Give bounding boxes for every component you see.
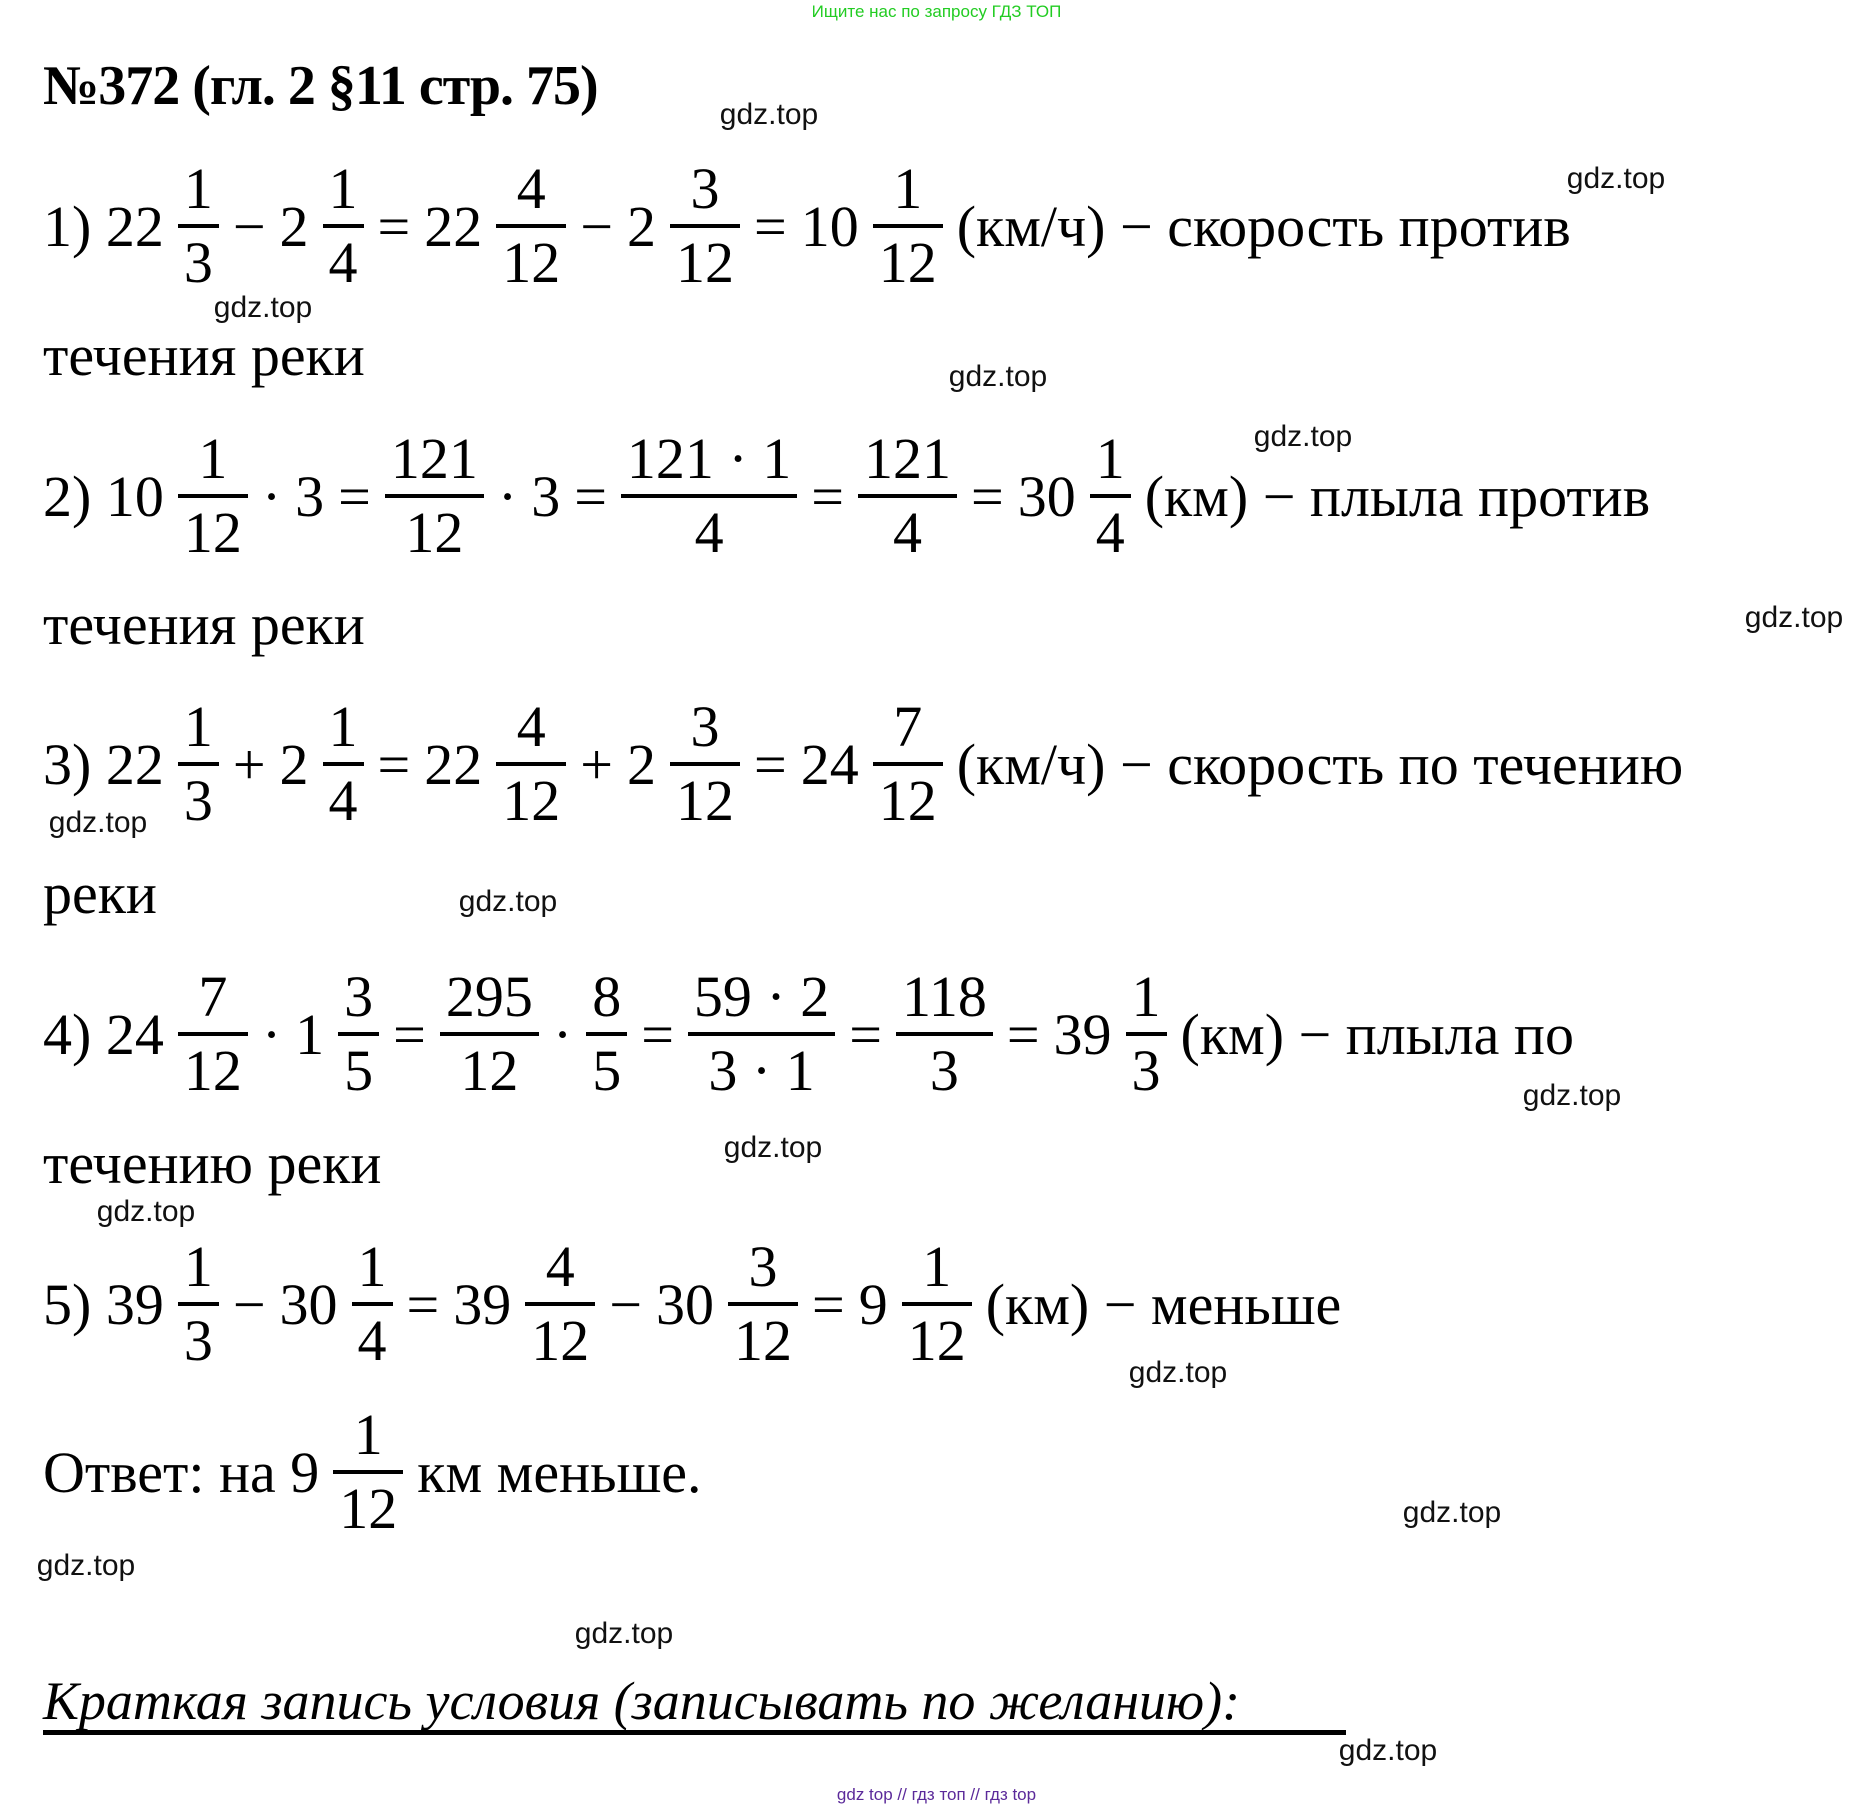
watermark-text: gdz.top bbox=[948, 360, 1048, 393]
fraction-bar bbox=[621, 494, 797, 498]
numerator: 295 bbox=[445, 964, 533, 1029]
expression-text: (км) − плыла по bbox=[1180, 1001, 1574, 1067]
step-continuation: течения реки bbox=[43, 323, 365, 388]
numerator: 3 bbox=[344, 964, 374, 1029]
fraction bbox=[323, 156, 364, 295]
expression-text: − bbox=[580, 193, 613, 259]
watermark-text: gdz.top bbox=[1253, 420, 1353, 453]
fraction-bar bbox=[338, 1032, 379, 1036]
expression-text: = bbox=[753, 731, 787, 797]
fraction-bar bbox=[178, 494, 248, 498]
expression-text: 22 bbox=[424, 193, 483, 259]
fraction-bar bbox=[178, 762, 219, 766]
fraction-bar bbox=[873, 224, 943, 228]
expression-text: 3 bbox=[295, 463, 325, 529]
numerator: 3 bbox=[690, 156, 720, 221]
denominator: 3 bbox=[183, 1308, 213, 1373]
fraction-bar bbox=[670, 762, 740, 766]
expression-text: 9 bbox=[858, 1271, 888, 1337]
denominator: 3 bbox=[929, 1038, 959, 1103]
answer-line bbox=[43, 1402, 702, 1541]
expression-text: (км/ч) − скорость по течению bbox=[956, 731, 1684, 797]
fraction-bar bbox=[873, 762, 943, 766]
denominator: 4 bbox=[892, 500, 922, 565]
search-hint-banner: Ищите нас по запросу ГДЗ ТОП bbox=[811, 2, 1062, 21]
expression-text: (км/ч) − скорость против bbox=[956, 193, 1571, 259]
numerator: 1 bbox=[328, 156, 358, 221]
expression-text: = bbox=[970, 463, 1004, 529]
numerator: 4 bbox=[545, 1234, 575, 1299]
expression-text: + bbox=[580, 731, 613, 797]
fraction-bar bbox=[902, 1302, 972, 1306]
numerator: 121 bbox=[863, 426, 951, 491]
expression-text: 24 bbox=[800, 731, 859, 797]
fraction bbox=[496, 694, 566, 833]
fraction bbox=[873, 156, 943, 295]
numerator: 121 · 1 bbox=[626, 426, 792, 491]
expression-text: 2 bbox=[626, 193, 656, 259]
expression-text: 10 bbox=[800, 193, 859, 259]
fraction-bar bbox=[1090, 494, 1131, 498]
watermark-text: gdz.top bbox=[1744, 601, 1844, 634]
numerator: 1 bbox=[183, 156, 213, 221]
expression-text: − bbox=[232, 193, 266, 259]
numerator: 1 bbox=[922, 1234, 952, 1299]
fraction bbox=[728, 1234, 798, 1373]
numerator: 1 bbox=[353, 1402, 383, 1467]
fraction bbox=[338, 964, 379, 1103]
numerator: 59 · 2 bbox=[693, 964, 830, 1029]
denominator: 12 bbox=[405, 500, 464, 565]
expression-text: − bbox=[609, 1271, 642, 1337]
expression-text: (км) − меньше bbox=[985, 1271, 1342, 1337]
numerator: 7 bbox=[893, 694, 923, 759]
fraction bbox=[688, 964, 835, 1103]
denominator: 3 bbox=[1131, 1038, 1161, 1103]
numerator: 1 bbox=[183, 1234, 213, 1299]
fraction bbox=[896, 964, 993, 1103]
fraction bbox=[178, 1234, 219, 1373]
watermark-text: gdz.top bbox=[719, 98, 819, 131]
watermark-text: gdz.top bbox=[36, 1549, 136, 1582]
watermark-text: gdz.top bbox=[1522, 1079, 1622, 1112]
expression-text: = bbox=[641, 1001, 674, 1067]
expression-text: − bbox=[232, 1271, 266, 1337]
fraction-bar bbox=[496, 224, 566, 228]
fraction-bar bbox=[178, 1032, 248, 1036]
denominator: 3 bbox=[183, 768, 213, 833]
denominator: 12 bbox=[675, 768, 734, 833]
fraction bbox=[902, 1234, 972, 1373]
fraction-bar bbox=[670, 224, 740, 228]
denominator: 3 bbox=[183, 230, 213, 295]
denominator: 4 bbox=[357, 1308, 387, 1373]
expression-text: 3 bbox=[531, 463, 561, 529]
fraction-bar bbox=[525, 1302, 595, 1306]
denominator: 3 · 1 bbox=[708, 1038, 815, 1103]
watermark-text: gdz.top bbox=[96, 1195, 196, 1228]
problem-title: №372 (гл. 2 §11 стр. 75) bbox=[43, 55, 598, 117]
denominator: 12 bbox=[733, 1308, 792, 1373]
fraction bbox=[858, 426, 957, 565]
numerator: 4 bbox=[516, 156, 546, 221]
fraction bbox=[178, 426, 248, 565]
expression-text: = bbox=[393, 1001, 426, 1067]
expression-text: = bbox=[377, 731, 411, 797]
watermark-text: gdz.top bbox=[1402, 1496, 1502, 1529]
expression-text: · bbox=[261, 463, 282, 529]
fraction bbox=[178, 694, 219, 833]
denominator: 12 bbox=[502, 768, 561, 833]
denominator: 4 bbox=[1095, 500, 1125, 565]
fraction-bar bbox=[352, 1302, 393, 1306]
expression-text: · bbox=[552, 1001, 573, 1067]
numerator: 1 bbox=[893, 156, 923, 221]
fraction bbox=[178, 964, 248, 1103]
denominator: 5 bbox=[592, 1038, 622, 1103]
fraction bbox=[586, 964, 627, 1103]
watermark-text: gdz.top bbox=[458, 885, 558, 918]
fraction-bar bbox=[440, 1032, 539, 1036]
expression-text: 2) 10 bbox=[43, 463, 164, 529]
watermark-text: gdz.top bbox=[213, 291, 313, 324]
numerator: 8 bbox=[592, 964, 622, 1029]
expression-text: 39 bbox=[453, 1271, 512, 1337]
numerator: 1 bbox=[183, 694, 213, 759]
step-continuation: реки bbox=[43, 861, 157, 926]
fraction bbox=[333, 1402, 403, 1541]
watermark-text: gdz.top bbox=[574, 1617, 674, 1650]
solution-step-1 bbox=[43, 156, 1571, 295]
step-continuation: течения реки bbox=[43, 592, 365, 657]
expression-text: км меньше. bbox=[417, 1439, 702, 1505]
numerator: 4 bbox=[516, 694, 546, 759]
denominator: 12 bbox=[675, 230, 734, 295]
denominator: 12 bbox=[460, 1038, 519, 1103]
fraction-bar bbox=[323, 224, 364, 228]
fraction-bar bbox=[1126, 1032, 1167, 1036]
watermark-text: gdz.top bbox=[48, 806, 148, 839]
solution-step-2 bbox=[43, 426, 1651, 565]
denominator: 5 bbox=[344, 1038, 374, 1103]
fraction-bar bbox=[896, 1032, 993, 1036]
expression-text: · bbox=[261, 1001, 282, 1067]
numerator: 1 bbox=[198, 426, 228, 491]
watermark-text: gdz.top bbox=[1128, 1356, 1228, 1389]
fraction bbox=[178, 156, 219, 295]
brief-condition-heading: Краткая запись условия (записывать по желанию): bbox=[43, 1674, 1346, 1735]
expression-text: (км) − плыла против bbox=[1144, 463, 1651, 529]
fraction bbox=[352, 1234, 393, 1373]
denominator: 12 bbox=[878, 768, 937, 833]
step-continuation: течению реки bbox=[43, 1131, 382, 1196]
fraction bbox=[670, 694, 740, 833]
expression-text: 2 bbox=[279, 731, 309, 797]
denominator: 4 bbox=[328, 768, 358, 833]
fraction bbox=[1090, 426, 1131, 565]
fraction bbox=[670, 156, 740, 295]
watermark-text: gdz.top bbox=[1338, 1734, 1438, 1767]
expression-text: = bbox=[377, 193, 411, 259]
expression-text: 2 bbox=[279, 193, 309, 259]
expression-text: 39 bbox=[1053, 1001, 1112, 1067]
expression-text: = bbox=[406, 1271, 440, 1337]
fraction bbox=[496, 156, 566, 295]
denominator: 12 bbox=[878, 230, 937, 295]
watermark-text: gdz.top bbox=[1566, 162, 1666, 195]
numerator: 1 bbox=[328, 694, 358, 759]
watermark-text: gdz.top bbox=[723, 1131, 823, 1164]
fraction bbox=[385, 426, 484, 565]
expression-text: · bbox=[497, 463, 518, 529]
expression-text: 3) 22 bbox=[43, 731, 164, 797]
expression-text: 30 bbox=[655, 1271, 714, 1337]
expression-text: + bbox=[232, 731, 266, 797]
solution-step-4 bbox=[43, 964, 1574, 1103]
expression-text: = bbox=[811, 463, 844, 529]
numerator: 1 bbox=[357, 1234, 387, 1299]
fraction bbox=[525, 1234, 595, 1373]
denominator: 12 bbox=[339, 1476, 398, 1541]
expression-text: = bbox=[338, 463, 371, 529]
numerator: 3 bbox=[690, 694, 720, 759]
fraction bbox=[323, 694, 364, 833]
denominator: 12 bbox=[183, 500, 242, 565]
expression-text: 30 bbox=[1017, 463, 1076, 529]
expression-text: 5) 39 bbox=[43, 1271, 164, 1337]
fraction bbox=[621, 426, 797, 565]
expression-text: 4) 24 bbox=[43, 1001, 164, 1067]
fraction-bar bbox=[178, 224, 219, 228]
fraction bbox=[440, 964, 539, 1103]
numerator: 121 bbox=[390, 426, 478, 491]
expression-text: = bbox=[574, 463, 607, 529]
solution-step-3 bbox=[43, 694, 1684, 833]
expression-text: 1) 22 bbox=[43, 193, 164, 259]
denominator: 12 bbox=[531, 1308, 590, 1373]
fraction-bar bbox=[858, 494, 957, 498]
expression-text: 22 bbox=[424, 731, 483, 797]
denominator: 12 bbox=[183, 1038, 242, 1103]
footer-watermark: gdz top // гдз топ // гдз top bbox=[836, 1785, 1037, 1804]
expression-text: Ответ: на 9 bbox=[43, 1439, 320, 1505]
denominator: 4 bbox=[328, 230, 358, 295]
fraction bbox=[1126, 964, 1167, 1103]
numerator: 7 bbox=[198, 964, 228, 1029]
fraction-bar bbox=[728, 1302, 798, 1306]
numerator: 3 bbox=[748, 1234, 778, 1299]
fraction-bar bbox=[178, 1302, 219, 1306]
fraction-bar bbox=[688, 1032, 835, 1036]
fraction-bar bbox=[385, 494, 484, 498]
fraction-bar bbox=[496, 762, 566, 766]
denominator: 12 bbox=[907, 1308, 966, 1373]
expression-text: = bbox=[753, 193, 787, 259]
numerator: 1 bbox=[1131, 964, 1161, 1029]
fraction-bar bbox=[323, 762, 364, 766]
expression-text: = bbox=[849, 1001, 882, 1067]
fraction-bar bbox=[333, 1470, 403, 1474]
expression-text: = bbox=[1006, 1001, 1040, 1067]
expression-text: = bbox=[811, 1271, 845, 1337]
fraction-bar bbox=[586, 1032, 627, 1036]
expression-text: 30 bbox=[279, 1271, 338, 1337]
expression-text: 1 bbox=[295, 1001, 325, 1067]
denominator: 4 bbox=[694, 500, 724, 565]
expression-text: 2 bbox=[626, 731, 656, 797]
denominator: 12 bbox=[502, 230, 561, 295]
numerator: 118 bbox=[901, 964, 987, 1029]
numerator: 1 bbox=[1095, 426, 1125, 491]
fraction bbox=[873, 694, 943, 833]
